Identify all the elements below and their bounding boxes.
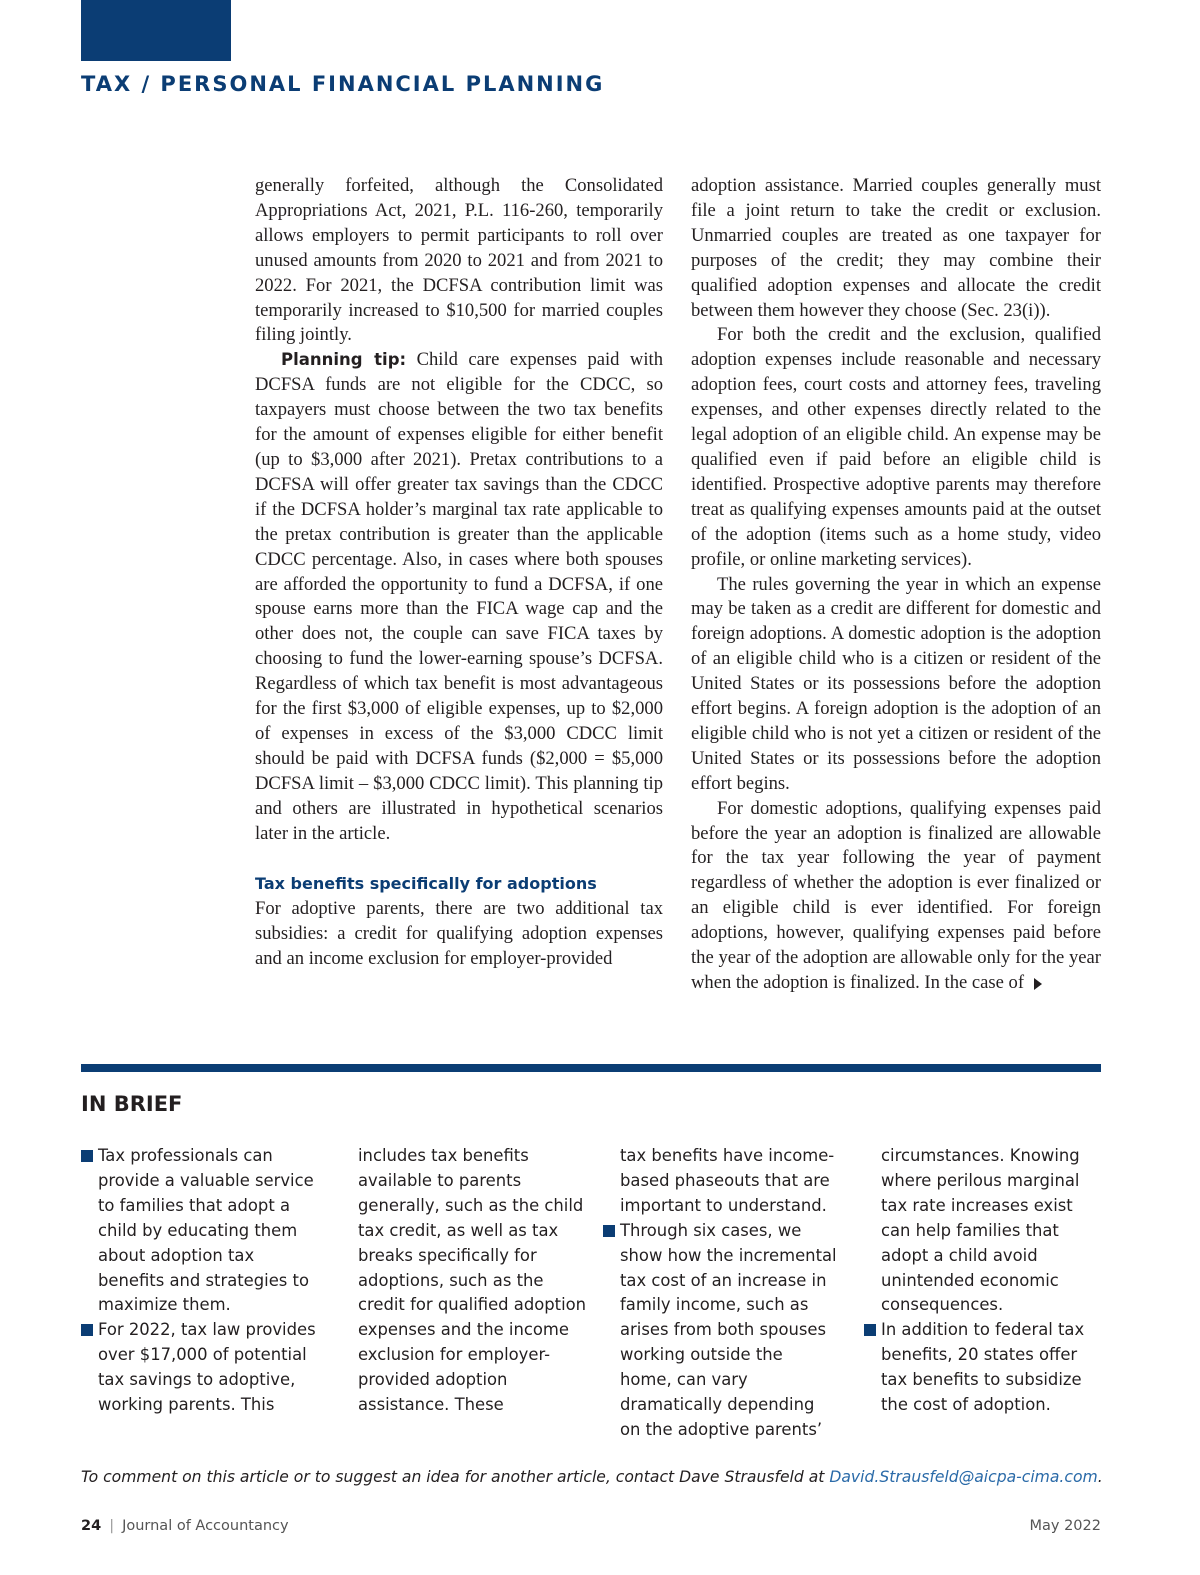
comment-end: . [1097,1468,1103,1486]
header-color-block [81,0,231,61]
article-paragraph-text: For domestic adoptions, qualifying expenses paid before the year an adoption is finalized are allowable for the tax year following the year of payment regardless of whether the adoption is ever finalized or an eligible child is ever identified. For foreign adoptions, however, qualifying expenses paid before the year of the adoption are allowable only for the year when the adoption is finalized. In the case of [691,797,1101,993]
planning-tip-label: Planning tip: [281,350,407,370]
section-label: TAX / PERSONAL FINANCIAL PLANNING [81,72,605,96]
in-brief-column-1 [81,1144,317,1418]
continued-arrow-icon [1034,978,1042,990]
planning-tip-paragraph [255,348,663,846]
square-bullet-icon [81,1324,93,1336]
in-brief-bullet-item [864,1318,1100,1418]
article-paragraph-last [691,797,1101,996]
in-brief-bullet-item [81,1318,317,1418]
in-brief-bullet-text: In addition to federal tax benefits, 20 states offer tax benefits to subsidize the cost of adoption. [881,1320,1085,1415]
page-number: 24 [81,1518,102,1534]
in-brief-continued-text: circumstances. Knowing where perilous marginal tax rate increases exist can help families that adopt a child avoid unintended economic consequences. [881,1146,1080,1315]
in-brief-bullet-text: For 2022, tax law provides over $17,000 of potential tax savings to adoptive, working parents. This [98,1320,316,1415]
square-bullet-icon [81,1150,93,1162]
comment-text: To comment on this article or to suggest an idea for another article, contact Dave Strausfeld at [81,1468,830,1486]
footer-left [81,1518,289,1534]
journal-name: Journal of Accountancy [122,1518,289,1534]
in-brief-column-3 [603,1144,839,1443]
in-brief-column-2 [358,1144,594,1418]
in-brief-bullet-text: Tax professionals can provide a valuable service to families that adopt a child by educating them about adoption tax benefits and strategies to maximize them. [98,1146,314,1315]
in-brief-column-4 [864,1144,1100,1418]
article-paragraph: adoption assistance. Married couples generally must file a joint return to take the credit or exclusion. Unmarried couples are treated as one taxpayer for purposes of the credit; they may combine their qualified adoption expenses and allocate the credit between them however they choose (Sec. 23(i)). [691,175,1101,321]
article-paragraph: The rules governing the year in which an expense may be taken as a credit are different for domestic and foreign adoptions. A domestic adoption is the adoption of an eligible child who is a citizen or resident of the United States or its possessions before the adoption effort begins. A foreign adoption is the adoption of an eligible child who is not yet a citizen or resident of the United States or its possessions before the adoption effort begins. [691,573,1101,794]
footer-separator: | [109,1518,115,1534]
in-brief-bullet-text: Through six cases, we show how the incremental tax cost of an increase in family income, such as arises from both spouses working outside the home, can vary dramatically depending on the adoptive parents’ [620,1220,837,1439]
article-paragraph: For both the credit and the exclusion, qualified adoption expenses include reasonable and necessary adoption fees, court costs and attorney fees, traveling expenses, and other expenses directly related to the legal adoption of an eligible child. An expense may be qualified even if paid before an eligible child is identified. Prospective adoptive parents may therefore treat as qualifying expenses amounts paid at the outset of the adoption (items such as a home study, video profile, or online marketing services). [691,324,1101,570]
in-brief-rule [81,1064,1101,1072]
article-column-right [691,174,1101,996]
in-brief-continued-text: includes tax benefits available to parents generally, such as the child tax credit, as well as tax breaks specifically for adoptions, such as the credit for qualified adoption expenses and the income exclusion for employer-provided adoption assistance. These [358,1146,587,1415]
in-brief-title: IN BRIEF [81,1092,183,1116]
in-brief-bullet-item [603,1219,839,1443]
comment-line [81,1468,1103,1486]
issue-date: May 2022 [1029,1518,1101,1534]
article-paragraph: For adoptive parents, there are two additional tax subsidies: a credit for qualifying adoption expenses and an income exclusion for employer-provided [255,898,663,970]
square-bullet-icon [864,1324,876,1336]
square-bullet-icon [603,1225,615,1237]
article-paragraph: generally forfeited, although the Consolidated Appropriations Act, 2021, P.L. 116-260, temporarily allows employers to permit participants to roll over unused amounts from 2020 to 2021 and from 2021 to 2022. For 2021, the DCFSA contribution limit was temporarily increased to $10,500 for married couples filing jointly. [255,175,663,346]
in-brief-continued-text: tax benefits have income-based phaseouts that are important to understand. [620,1146,835,1215]
contact-email-link[interactable]: David.Strausfeld@aicpa-cima.com [829,1468,1098,1486]
planning-tip-text: Child care expenses paid with DCFSA funds are not eligible for the CDCC, so taxpayers must choose between the two tax benefits for the amount of expenses eligible for either benefit (up to $3,000 after 2021). Pretax contributions to a DCFSA will offer greater tax savings than the CDCC if the DCFSA holder’s marginal tax rate applicable to the pretax contribution is greater than the applicable CDCC percentage. Also, in cases where both spouses are afforded the opportunity to fund a DCFSA, if one spouse earns more than the FICA wage cap and the other does not, the couple can save FICA taxes by choosing to fund the lower-earning spouse’s DCFSA. Regardless of which tax benefit is most advantageous for the first $3,000 of eligible expenses, up to $2,000 of expenses in excess of the $3,000 CDCC limit should be paid with DCFSA funds ($2,000 = $5,000 DCFSA limit – $3,000 CDCC limit). This planning tip and others are illustrated in hypothetical scenarios later in the article. [255,349,663,844]
article-column-left [255,174,663,972]
in-brief-bullet-item [81,1144,317,1318]
section-subheading: Tax benefits specifically for adoptions [255,874,597,894]
